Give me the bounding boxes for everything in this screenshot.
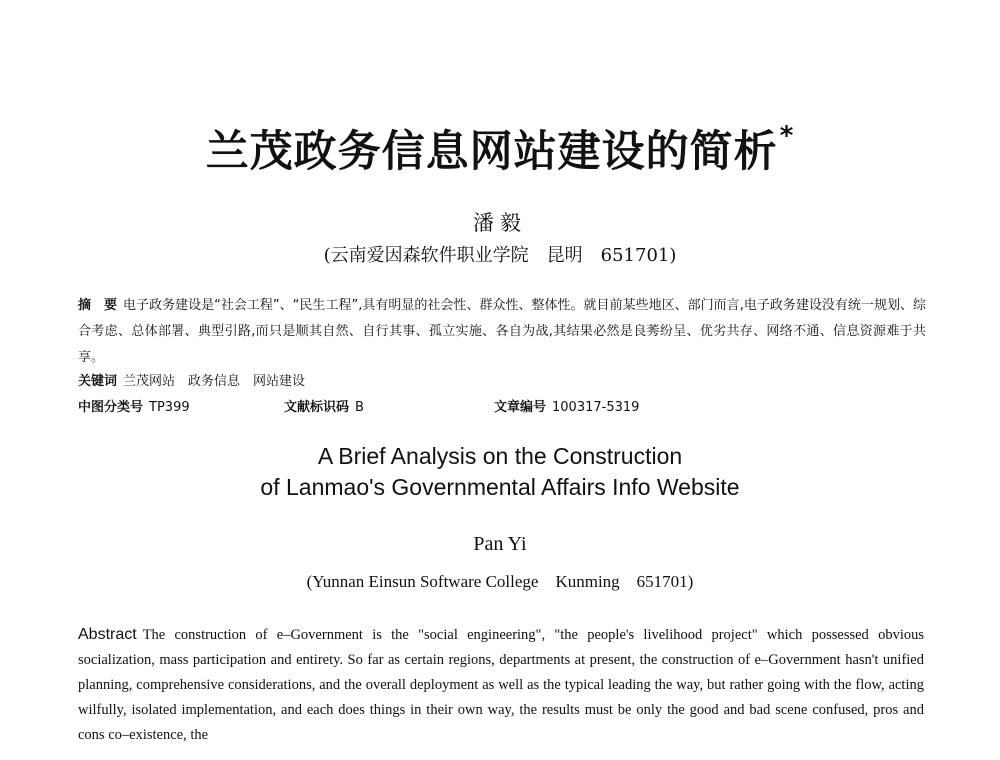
keywords-cn bbox=[78, 370, 926, 389]
author-name-cn: 潘毅 bbox=[473, 211, 527, 235]
clc-label: 中图分类号 bbox=[78, 400, 144, 415]
abstract-en-text: The construction of e–Government is the "social engineering", "the people's livelihood project" which possessed obvious socialization, mass participation and entirety. So far as certain regions, departments at present, the construction of e–Government hasn't unified planning, comprehensive considerations, and the overall deployment as well as the typical leading the way, but rather going with the flow, acting wilfully, isolated implementation, and each does things in their own way, the results must be only the good and bad scene confused, pros and cons co–existence, the bbox=[78, 627, 924, 743]
article-number bbox=[494, 396, 639, 415]
title-footnote-mark: * bbox=[779, 121, 795, 151]
keywords-cn-text: 兰茂网站 政务信息 网站建设 bbox=[123, 374, 306, 389]
abstract-cn-label: 摘 要 bbox=[78, 298, 118, 313]
abstract-cn-text: 电子政务建设是“社会工程”、“民生工程”,具有明显的社会性、群众性、整体性。就目前某些地区、部门而言,电子政务建设没有统一规划、综合考虑、总体部署、典型引路,而只是顺其自然、自行其事、孤立实施、各自为战,其结果必然是良莠纷呈、优劣共存、网络不通、信息资源难于共享。 bbox=[78, 298, 926, 365]
doc-code-label: 文献标识码 bbox=[284, 400, 350, 415]
doc-code-value: B bbox=[355, 400, 364, 415]
abstract-en bbox=[78, 622, 924, 748]
abstract-en-label: Abstract bbox=[78, 626, 137, 643]
classification-row bbox=[78, 396, 926, 414]
author-name-en: Pan Yi bbox=[473, 533, 527, 555]
title-en-line1: A Brief Analysis on the Construction bbox=[317, 443, 683, 469]
affiliation-en: (Yunnan Einsun Software College Kunming 651701) bbox=[306, 572, 694, 591]
title-text: 兰茂政务信息网站建设的简析 bbox=[205, 127, 778, 177]
paper-title-en bbox=[0, 441, 1000, 503]
clc-number bbox=[78, 396, 190, 415]
clc-value: TP399 bbox=[149, 400, 190, 415]
paper-title-cn bbox=[0, 118, 1000, 179]
keywords-cn-label: 关键词 bbox=[78, 374, 118, 389]
title-en-line2: of Lanmao's Governmental Affairs Info Website bbox=[260, 474, 740, 500]
affiliation-cn: (云南爱因森软件职业学院 昆明 651701) bbox=[323, 245, 677, 266]
document-code bbox=[284, 396, 364, 415]
article-no-value: 100317-5319 bbox=[552, 400, 640, 415]
article-no-label: 文章编号 bbox=[494, 400, 547, 415]
abstract-cn bbox=[78, 293, 926, 371]
